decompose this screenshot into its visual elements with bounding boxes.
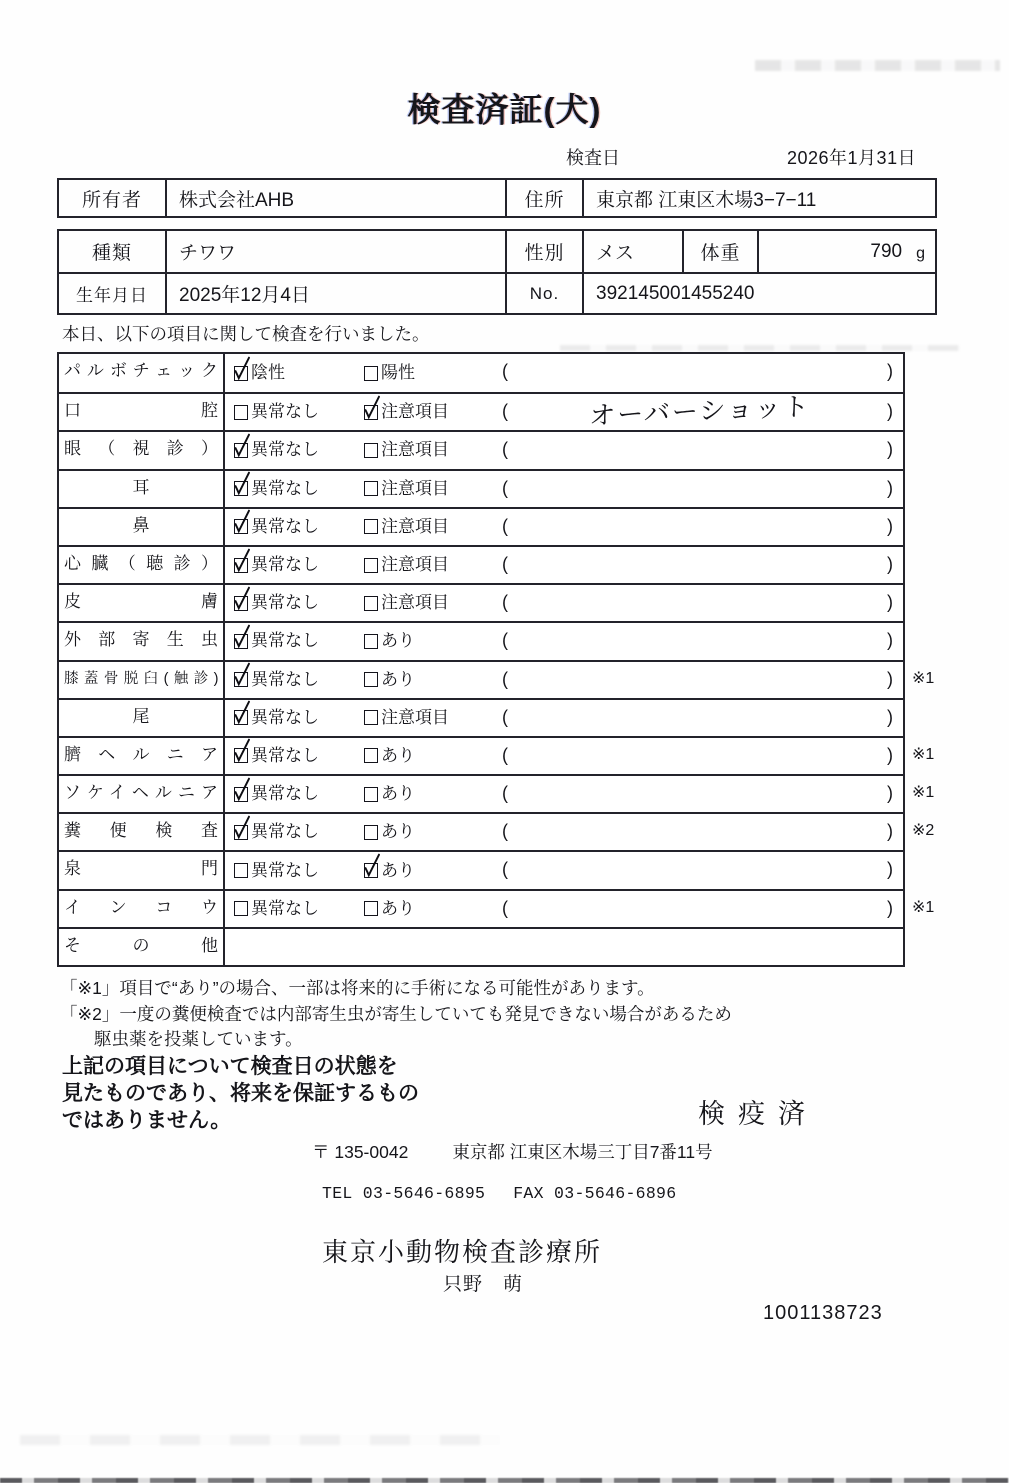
clinic-contact-line	[322, 1184, 676, 1203]
birthdate-value: 2025年12月4日	[165, 274, 505, 313]
paren-open-icon: (	[502, 706, 508, 727]
option-1-label: 異常なし	[251, 555, 319, 575]
checklist-row	[59, 621, 903, 659]
owner-label: 所有者	[81, 189, 142, 211]
checklist-row	[59, 850, 903, 888]
row-label: 心臓（聴診）	[59, 547, 225, 583]
no-label: No.	[505, 274, 582, 313]
checkbox-icon	[234, 787, 248, 802]
paren-open-icon: (	[502, 401, 508, 422]
checkbox-icon	[234, 825, 248, 840]
option-2	[364, 585, 449, 621]
checkbox-icon	[234, 672, 248, 687]
checkbox-icon	[234, 748, 248, 763]
clinic-address: 東京都 江東区木場三丁目7番11号	[452, 1142, 713, 1162]
weight-label: 体重	[682, 231, 757, 272]
option-2-label: あり	[381, 745, 415, 765]
option-1-label: 異常なし	[251, 478, 319, 498]
checkbox-icon	[364, 596, 378, 611]
option-2-label: あり	[381, 898, 415, 918]
paren-close-icon: )	[887, 630, 893, 651]
footnote-2: 「※2」一度の糞便検査では内部寄生虫が寄生していても発見できない場合があるため	[60, 1004, 732, 1024]
checkbox-icon	[234, 519, 248, 534]
option-2-label: 注意項目	[381, 593, 449, 613]
row-label: ソケイヘルニア	[59, 776, 225, 812]
row-content	[225, 509, 903, 545]
checklist-row	[59, 469, 903, 507]
checklist-table	[57, 352, 935, 967]
page-title: 検査済証(犬)	[407, 91, 602, 128]
clinic-address-line	[312, 1139, 713, 1164]
weight-unit: g	[916, 244, 925, 262]
row-content	[225, 391, 903, 432]
paren-close-icon: )	[887, 783, 893, 804]
paren-close-icon: )	[887, 897, 893, 918]
checkbox-icon	[234, 710, 248, 725]
row-content	[225, 662, 935, 698]
clinic-tel: TEL 03-5646-6895	[322, 1184, 486, 1203]
checkbox-icon	[364, 634, 378, 649]
row-content	[225, 354, 903, 392]
clinic-name: 東京小動物検査診療所	[322, 1237, 603, 1267]
disclaimer-line-3: ではありません。	[62, 1109, 232, 1132]
weight-value: 790	[870, 240, 903, 262]
option-1	[234, 814, 319, 850]
checklist-row	[59, 774, 935, 812]
disclaimer-line-1: 上記の項目について検査日の状態を	[62, 1055, 398, 1078]
scan-artifact-bottom-edge	[0, 1478, 1009, 1483]
breed-label: 種類	[91, 243, 132, 264]
option-2	[364, 547, 449, 583]
option-1	[234, 354, 285, 392]
owner-value: 株式会社AHB	[165, 180, 505, 216]
paren-open-icon: (	[502, 859, 508, 880]
option-1-label: 異常なし	[251, 707, 319, 727]
paren-open-icon: (	[502, 477, 508, 498]
note-badge: ※1	[912, 784, 935, 802]
option-1	[234, 394, 319, 430]
option-1-label: 異常なし	[251, 593, 319, 613]
option-1-label: 異常なし	[251, 631, 319, 651]
paren-close-icon: )	[887, 668, 893, 689]
option-1-label: 異常なし	[251, 784, 319, 804]
checkbox-icon	[364, 443, 378, 458]
paren-close-icon: )	[887, 553, 893, 574]
row-content	[225, 700, 903, 736]
checklist-row	[59, 812, 935, 850]
option-1	[234, 891, 319, 927]
row-label: 臍ヘルニア	[59, 738, 225, 774]
checkbox-icon	[364, 787, 378, 802]
disclaimer-line-2: 見たものであり、将来を保証するもの	[62, 1082, 419, 1105]
paren-close-icon: )	[887, 592, 893, 613]
row-content	[225, 432, 903, 468]
note-badge: ※2	[912, 822, 935, 840]
footnote-1: 「※1」項目で“あり”の場合、一部は将来的に手術になる可能性があります。	[60, 978, 655, 998]
checklist-row	[59, 430, 903, 468]
row-label: 泉門	[59, 852, 225, 888]
checklist-row	[59, 354, 903, 392]
option-2	[364, 776, 415, 812]
option-1	[234, 738, 319, 774]
row-label: 糞便検査	[59, 814, 225, 850]
paren-close-icon: )	[887, 439, 893, 460]
option-2	[364, 509, 449, 545]
option-2	[364, 662, 415, 698]
row-content	[225, 623, 903, 659]
checkbox-icon	[234, 405, 248, 420]
inspection-date-label: 検査日	[566, 148, 620, 168]
option-1	[234, 776, 319, 812]
row-content	[225, 585, 903, 621]
checkbox-icon	[364, 672, 378, 687]
row-content	[225, 776, 935, 812]
checklist-row	[59, 660, 935, 698]
checklist-row	[59, 927, 903, 965]
option-1	[234, 509, 319, 545]
paren-open-icon: (	[502, 361, 508, 381]
paren-close-icon: )	[887, 401, 893, 422]
checkbox-icon	[234, 901, 248, 916]
row-label: 耳	[59, 471, 225, 507]
option-2	[364, 891, 415, 927]
option-1-label: 異常なし	[251, 822, 319, 842]
option-2-label: 注意項目	[381, 555, 449, 575]
paren-close-icon: )	[887, 821, 893, 842]
scan-artifact-low	[20, 1435, 500, 1445]
checklist-row	[59, 507, 903, 545]
option-2-label: 注意項目	[381, 478, 449, 498]
animal-info-table	[57, 229, 937, 315]
option-2-label: 注意項目	[381, 516, 449, 536]
paren-open-icon: (	[502, 821, 508, 842]
owner-table	[57, 178, 937, 218]
checkbox-icon	[234, 863, 248, 878]
checklist-row	[59, 736, 935, 774]
row-label: 膝蓋骨脱臼(触診)	[59, 662, 225, 698]
postal-code: 〒 135-0042	[312, 1142, 409, 1162]
row-label: 鼻	[59, 509, 225, 545]
option-1	[234, 852, 319, 888]
row-content	[225, 891, 935, 927]
option-2-label: あり	[381, 860, 415, 880]
option-2	[364, 623, 415, 659]
option-2-label: 注意項目	[381, 440, 449, 460]
row-content	[225, 738, 935, 774]
checkbox-icon	[364, 366, 378, 381]
option-1-label: 異常なし	[251, 898, 319, 918]
address-value: 東京都 江東区木場3−7−11	[582, 180, 935, 216]
checkbox-icon	[234, 443, 248, 458]
weight-cell	[757, 231, 935, 272]
paren-close-icon: )	[887, 361, 893, 381]
option-2-label: 注意項目	[381, 402, 449, 422]
owner-row	[59, 180, 935, 216]
checkbox-icon	[234, 634, 248, 649]
disclaimer-statement	[62, 1053, 419, 1134]
paren-open-icon: (	[502, 897, 508, 918]
option-2	[364, 738, 415, 774]
checklist-row	[59, 392, 903, 430]
option-1	[234, 471, 319, 507]
birthdate-row	[59, 272, 935, 313]
option-2	[364, 394, 449, 430]
paren-close-icon: )	[887, 515, 893, 536]
option-2-label: あり	[381, 822, 415, 842]
serial-number: 1001138723	[763, 1302, 883, 1324]
clinic-fax: FAX 03-5646-6896	[513, 1184, 677, 1203]
option-1-label: 異常なし	[251, 402, 319, 422]
scan-artifact-mid	[560, 345, 960, 351]
option-2	[364, 852, 415, 888]
intro-sentence: 本日、以下の項目に関して検査を行いました。	[62, 324, 430, 344]
row-content	[225, 471, 903, 507]
row-label: 口腔	[59, 394, 225, 430]
checkbox-icon	[234, 481, 248, 496]
quarantine-stamp: 検疫済	[698, 1099, 818, 1129]
paren-close-icon: )	[887, 744, 893, 765]
checkbox-icon	[364, 748, 378, 763]
examiner-name: 只野 萌	[443, 1274, 524, 1295]
paren-open-icon: (	[502, 592, 508, 613]
option-2-label: あり	[381, 669, 415, 689]
row-label: 尾	[59, 700, 225, 736]
option-1-label: 陰性	[251, 363, 285, 383]
option-1-label: 異常なし	[251, 440, 319, 460]
breed-value: チワワ	[165, 231, 505, 272]
option-1-label: 異常なし	[251, 860, 319, 880]
paren-close-icon: )	[887, 706, 893, 727]
option-1	[234, 585, 319, 621]
option-2	[364, 471, 449, 507]
paren-close-icon: )	[887, 477, 893, 498]
checkbox-icon	[364, 825, 378, 840]
birthdate-label: 生年月日	[76, 286, 148, 305]
address-label: 住所	[505, 180, 582, 216]
sex-value: メス	[582, 231, 682, 272]
no-value: 392145001455240	[582, 274, 935, 313]
row-content	[225, 547, 903, 583]
checkbox-icon	[364, 558, 378, 573]
checklist-row	[59, 545, 903, 583]
checklist-row	[59, 583, 903, 621]
option-1	[234, 432, 319, 468]
option-2	[364, 432, 449, 468]
checklist-row	[59, 889, 935, 927]
row-label: 眼（視診）	[59, 432, 225, 468]
checkbox-icon	[364, 481, 378, 496]
row-label: インコウ	[59, 891, 225, 927]
option-2	[364, 814, 415, 850]
note-badge: ※1	[912, 745, 935, 763]
paren-close-icon: )	[887, 859, 893, 880]
row-label: その他	[59, 929, 225, 965]
option-2-label: あり	[381, 784, 415, 804]
handwritten-value: オーバーショット	[588, 391, 812, 432]
option-1	[234, 700, 319, 736]
row-label: 皮膚	[59, 585, 225, 621]
option-2	[364, 354, 415, 392]
option-1	[234, 547, 319, 583]
checkbox-icon	[364, 519, 378, 534]
checkbox-icon	[234, 366, 248, 381]
paren-open-icon: (	[502, 744, 508, 765]
option-1-label: 異常なし	[251, 669, 319, 689]
option-2-label: 注意項目	[381, 707, 449, 727]
footnote-2-cont: 駆虫薬を投薬しています。	[94, 1029, 303, 1049]
checkbox-icon	[364, 405, 378, 420]
checkbox-icon	[364, 901, 378, 916]
row-label: パルボチェック	[59, 354, 225, 392]
scan-artifact-top	[755, 60, 1000, 71]
option-1	[234, 662, 319, 698]
option-2	[364, 700, 449, 736]
option-2-label: 陽性	[381, 363, 415, 383]
paren-open-icon: (	[502, 630, 508, 651]
option-1-label: 異常なし	[251, 516, 319, 536]
paren-open-icon: (	[502, 553, 508, 574]
inspection-date-value: 2026年1月31日	[787, 148, 917, 168]
checklist-row	[59, 698, 903, 736]
row-label: 外部寄生虫	[59, 623, 225, 659]
checkbox-icon	[364, 863, 378, 878]
paren-open-icon: (	[502, 515, 508, 536]
row-content	[225, 814, 935, 850]
paren-open-icon: (	[502, 668, 508, 689]
breed-row	[59, 231, 935, 272]
option-1-label: 異常なし	[251, 745, 319, 765]
note-badge: ※1	[912, 898, 935, 916]
row-content	[225, 929, 903, 965]
option-2-label: あり	[381, 631, 415, 651]
checkbox-icon	[234, 596, 248, 611]
row-content	[225, 852, 903, 888]
option-1	[234, 623, 319, 659]
paren-open-icon: (	[502, 783, 508, 804]
checkbox-icon	[234, 558, 248, 573]
paren-open-icon: (	[502, 439, 508, 460]
note-badge: ※1	[912, 669, 935, 687]
checkbox-icon	[364, 710, 378, 725]
sex-label: 性別	[505, 231, 582, 272]
